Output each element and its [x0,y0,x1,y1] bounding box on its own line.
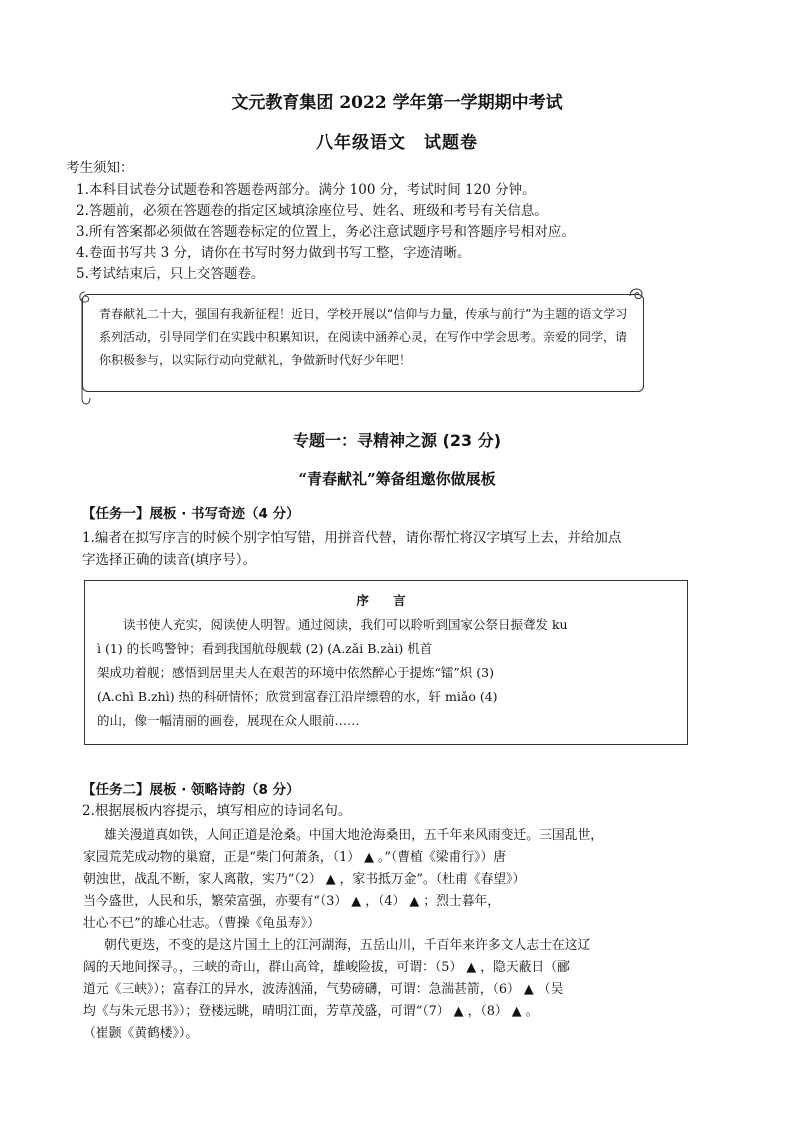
poem-line: 雄关漫道真如铁，人间正道是沧桑。中国大地沧海桑田，五千年来风雨变迁。三国乱世， [104,828,604,843]
preface-line: (A.chì B.zhì) 热的科研情怀；欣赏到富春江沿岸缥碧的水，轩 miǎo (4) [97,689,498,704]
preface-line: 架成功着舰；感悟到居里夫人在艰苦的环境中依然醉心于提炼“镭”炽 (3) [97,665,494,680]
question-2: 2.根据展板内容提示，填写相应的诗词名句。 [82,803,352,819]
poem-line: 朝浊世，战乱不断，家人离散，实乃“（2） ▲ ，家书抵万金”。（杜甫《春望》） [83,872,526,887]
exam-title: 文元教育集团 2022 学年第一学期期中考试 [231,93,563,113]
question-1-line: 1.编者在拟写序言的时候个别字怕写错，用拼音代替，请你帮忙将汉字填写上去，并给加点 [82,530,622,546]
poem-line: 均《与朱元思书》）；登楼远眺，晴明江面，芳草茂盛，可谓“（7） ▲ ，（8） ▲ 。 [83,1004,539,1019]
section-title: “青春献礼”筹备组邀你做展板 [298,470,496,488]
poem-line: 家园荒芜成动物的巢窟，正是“柴门何萧条，（1） ▲ 。”（曹植《梁甫行》）唐 [83,850,507,865]
task1-title: 【任务一】展板 · 书写奇迹（4 分） [82,506,300,522]
task2-title: 【任务二】展板 · 领略诗韵（8 分） [82,782,300,798]
question-1-line: 字选择正确的读音(填序号）。 [82,552,257,568]
preface-line: 的山，像一幅清丽的画卷，展现在众人眼前…… [97,713,360,728]
exam-subtitle: 八年级语文 试题卷 [316,133,478,153]
notice-item: 1.本科目试卷分试题卷和答题卷两部分。满分 100 分，考试时间 120 分钟。 [76,182,536,198]
poem-line: 朝代更迭，不变的是这片国土上的江河湖海，五岳山川，千百年来许多文人志士在这辽 [104,938,591,953]
preface-title: 序 言 [356,593,416,608]
preface-line: 读书使人充实，阅读使人明智。通过阅读，我们可以聆听到国家公祭日振聋发 ku [123,617,568,632]
intro-scroll [82,294,644,392]
notice-item: 2.答题前，必须在答题卷的指定区域填涂座位号、姓名、班级和考号有关信息。 [76,203,548,219]
poem-line: （崔颢《黄鹤楼》）。 [83,1026,199,1041]
notice-heading: 考生须知： [66,160,134,176]
scroll-curl-left-icon [76,286,94,410]
intro-text: 青春献礼二十大，强国有我新征程！近日，学校开展以“信仰与力量，传承与前行”为主题的语文学习系列活动，引导同学们在实践中积累知识，在阅读中涵养心灵，在写作中学会思考。亲爱的同学，请你积极参与，以实际行动向党献礼，争做新时代好少年吧！ [99,307,628,367]
topic-heading: 专题一：寻精神之源 (23 分) [292,431,502,450]
poem-line: 壮心不已”的雄心壮志。（曹操《龟虽寿》） [83,916,320,931]
poem-line: 道元《三峡》）；富春江的异水，波涛汹涌，气势磅礴，可谓：急湍甚箭，（6） ▲ （吴 [83,982,564,997]
poem-line: 阔的天地间探寻。，三峡的奇山，群山高耸，雄峻险拔，可谓：（5） ▲ ，隐天蔽日（郦 [83,960,570,975]
notice-item: 5.考试结束后，只上交答题卷。 [76,266,265,282]
notice-item: 3.所有答案都必须做在答题卷标定的位置上，务必注意试题序号和答题序号相对应。 [76,224,575,240]
notice-item: 4.卷面书写共 3 分，请你在书写时努力做到书写工整，字迹清晰。 [76,245,471,261]
preface-line: ì (1) 的长鸣警钟；看到我国航母舰载 (2) (A.zǎi B.zài) 机首 [97,641,433,656]
poem-line: 当今盛世，人民和乐，繁荣富强，亦要有“（3） ▲ ，（4） ▲ ；烈士暮年， [83,894,501,909]
preface-box [84,580,688,745]
scroll-curl-right-icon [626,284,646,306]
